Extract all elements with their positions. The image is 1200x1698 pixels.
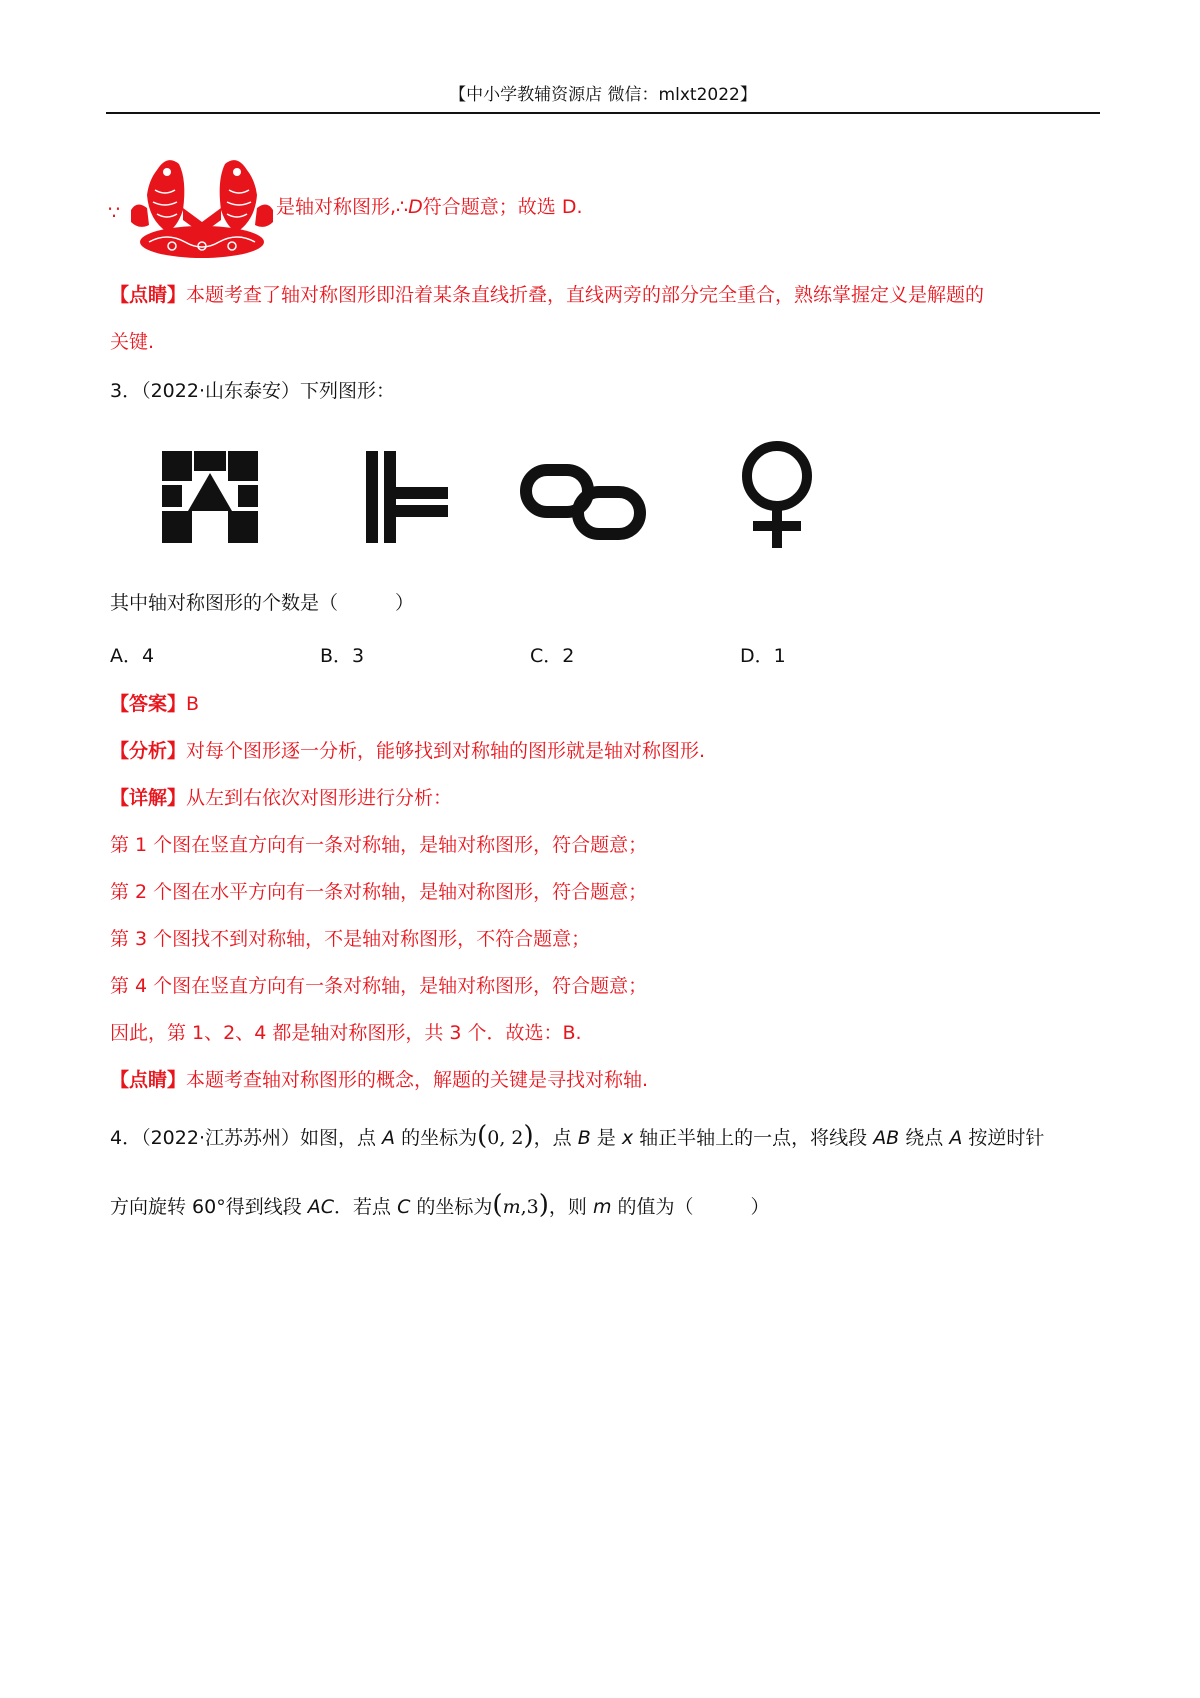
q4-text: 轴正半轴上的一点，将线段 [633, 1127, 874, 1149]
paren-open: ( [477, 1121, 488, 1151]
coord-c-m: m [502, 1196, 521, 1218]
detail-step-3: 第 3 个图找不到对称轴，不是轴对称图形，不符合题意； [110, 928, 591, 950]
linked-rings-figure [518, 462, 648, 542]
segment-ac: AC [307, 1196, 335, 1218]
coord-a: 0, 2 [487, 1127, 524, 1149]
segment-ab: AB [873, 1127, 900, 1149]
answer-tag: 【答案】 [110, 693, 187, 715]
question-3-prompt: 其中轴对称图形的个数是（ ） [110, 592, 415, 614]
answer-text-2: 符合题意；故选 D. [422, 196, 583, 218]
comment-tag: 【点睛】 [110, 284, 187, 306]
q4-text: 方向旋转 60°得到线段 [110, 1196, 308, 1218]
detail-text: 从左到右依次对图形进行分析： [186, 787, 453, 809]
comment-text: 本题考查了轴对称图形即沿着某条直线折叠，直线两旁的部分完全重合，熟练掌握定义是解题的 [186, 284, 985, 306]
detail-step-4: 第 4 个图在竖直方向有一条对称轴，是轴对称图形，符合题意； [110, 975, 648, 997]
option-c: C．2 [530, 645, 575, 667]
analysis-text: 对每个图形逐一分析，能够找到对称轴的图形就是轴对称图形. [186, 740, 706, 762]
double-bar-t-figure [364, 449, 450, 545]
detail-conclusion: 因此，第 1、2、4 都是轴对称图形，共 3 个．故选：B. [110, 1022, 582, 1044]
point-a: A [382, 1127, 396, 1149]
q4-text: 是 [590, 1127, 622, 1149]
comment-2-tag: 【点睛】 [110, 1069, 187, 1091]
q4-text: 的坐标为 [410, 1196, 493, 1218]
detail-step-1: 第 1 个图在竖直方向有一条对称轴，是轴对称图形，符合题意； [110, 834, 648, 856]
analysis-line [110, 738, 705, 764]
q4-text: 的值为（ ） [611, 1196, 770, 1218]
because-symbol: ∵ [108, 202, 121, 224]
answer-text-1: 是轴对称图形, [276, 196, 397, 218]
paren-close: ) [523, 1121, 534, 1151]
option-var: D [408, 196, 423, 218]
detail-tag: 【详解】 [110, 787, 187, 809]
question-4-line-1 [110, 1123, 1044, 1151]
q4-text: 4．（2022·江苏苏州）如图，点 [110, 1127, 383, 1149]
option-a: A．4 [110, 645, 155, 667]
q4-text: ，点 [533, 1127, 578, 1149]
detail-step-2: 第 2 个图在水平方向有一条对称轴，是轴对称图形，符合题意； [110, 881, 648, 903]
paper-cut-fish-image [127, 150, 277, 260]
q4-text: ．若点 [334, 1196, 398, 1218]
coord-c-rest: ,3 [520, 1196, 539, 1218]
analysis-tag: 【分析】 [110, 740, 187, 762]
point-b: B [577, 1127, 591, 1149]
q4-text: 绕点 [899, 1127, 950, 1149]
comment-2-line [110, 1067, 648, 1093]
question-4-line-2 [110, 1192, 770, 1220]
option-b: B．3 [320, 645, 365, 667]
variable-m: m [592, 1196, 612, 1218]
comment-1-line-1 [110, 282, 984, 308]
q4-text: 的坐标为 [395, 1127, 478, 1149]
question-3-title: 3．（2022·山东泰安）下列图形： [110, 380, 395, 402]
option-d: D．1 [740, 645, 786, 667]
detail-line [110, 785, 452, 811]
answer-conclusion [276, 194, 583, 220]
therefore-symbol: ∴ [396, 196, 409, 218]
q4-text: ，则 [548, 1196, 593, 1218]
answer-line [110, 691, 199, 717]
point-a: A [949, 1127, 963, 1149]
comment-2-text: 本题考查轴对称图形的概念，解题的关键是寻找对称轴. [186, 1069, 649, 1091]
venus-symbol-figure [737, 440, 817, 552]
comment-1-line-2: 关键. [110, 331, 155, 353]
q4-text: 按逆时针 [962, 1127, 1045, 1149]
paren-close: ) [538, 1190, 549, 1220]
answer-value: B [186, 693, 200, 715]
axis-x: x [621, 1127, 634, 1149]
point-c: C [397, 1196, 411, 1218]
checker-x-figure [160, 449, 260, 545]
page-header: 【中小学教辅资源店 微信：mlxt2022】 [106, 84, 1100, 114]
paren-open: ( [492, 1190, 503, 1220]
